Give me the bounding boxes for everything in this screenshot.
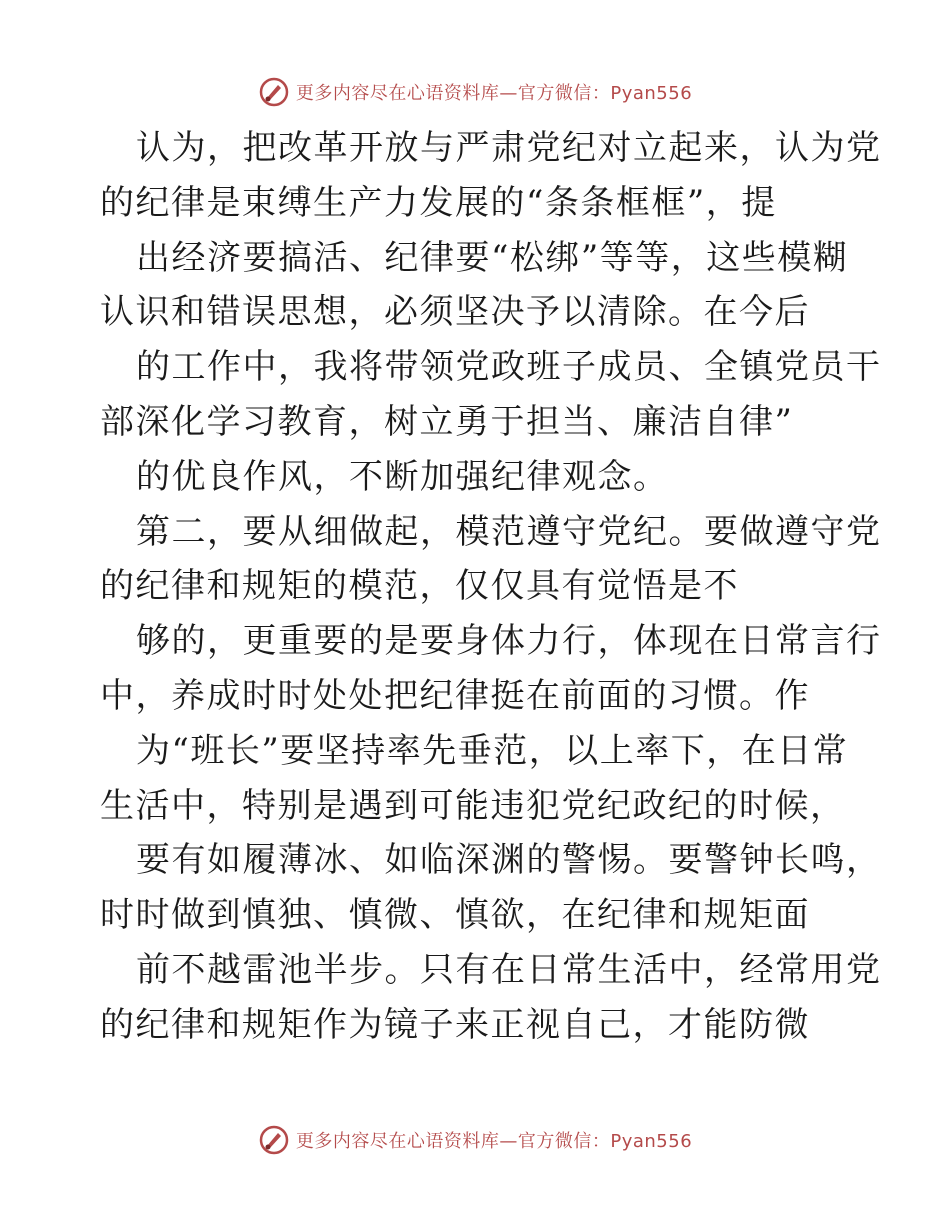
body-line-2: 的纪律是束缚生产力发展的“条条框框”，提 — [100, 182, 777, 223]
body-line-13: 生活中，特别是遇到可能违犯党纪政纪的时候， — [100, 785, 846, 826]
body-line-15: 时时做到慎独、慎微、慎欲，在纪律和规矩面 — [100, 895, 810, 936]
footer-banner — [0, 1120, 950, 1160]
body-line-16: 前不越雷池半步。只有在日常生活中，经常用党 — [136, 949, 882, 990]
body-line-10: 够的，更重要的是要身体力行，体现在日常言行 — [136, 621, 882, 662]
body-line-5: 的工作中，我将带领党政班子成员、全镇党员干 — [136, 347, 882, 388]
body-line-3: 出经济要搞活、纪律要“松绑”等等，这些模糊 — [136, 237, 849, 278]
body-line-6: 部深化学习教育，树立勇于担当、廉洁自律” — [100, 401, 794, 442]
header-banner — [0, 72, 950, 112]
header-banner-text: 更多内容尽在心语资料库—官方微信：Pyan556 — [295, 83, 693, 104]
brush-seal-icon — [258, 1124, 290, 1156]
body-line-11: 中，养成时时处处把纪律挺在前面的习惯。作 — [100, 675, 810, 716]
body-line-8: 第二，要从细做起，模范遵守党纪。要做遵守党 — [136, 511, 882, 552]
body-line-17: 的纪律和规矩作为镜子来正视自己，才能防微 — [100, 1004, 810, 1045]
document-body — [100, 121, 882, 1053]
body-line-12: 为“班长”要坚持率先垂范，以上率下，在日常 — [136, 730, 849, 771]
brush-seal-icon — [258, 76, 290, 108]
body-line-9: 的纪律和规矩的模范，仅仅具有觉悟是不 — [100, 566, 739, 607]
footer-banner-text: 更多内容尽在心语资料库—官方微信：Pyan556 — [295, 1131, 693, 1152]
body-line-1: 认为，把改革开放与严肃党纪对立起来，认为党 — [136, 128, 882, 168]
body-line-4: 认识和错误思想，必须坚决予以清除。在今后 — [100, 292, 810, 333]
body-line-14: 要有如履薄冰、如临深渊的警惕。要警钟长鸣， — [136, 840, 882, 881]
body-line-7: 的优良作风，不断加强纪律观念。 — [136, 456, 669, 497]
